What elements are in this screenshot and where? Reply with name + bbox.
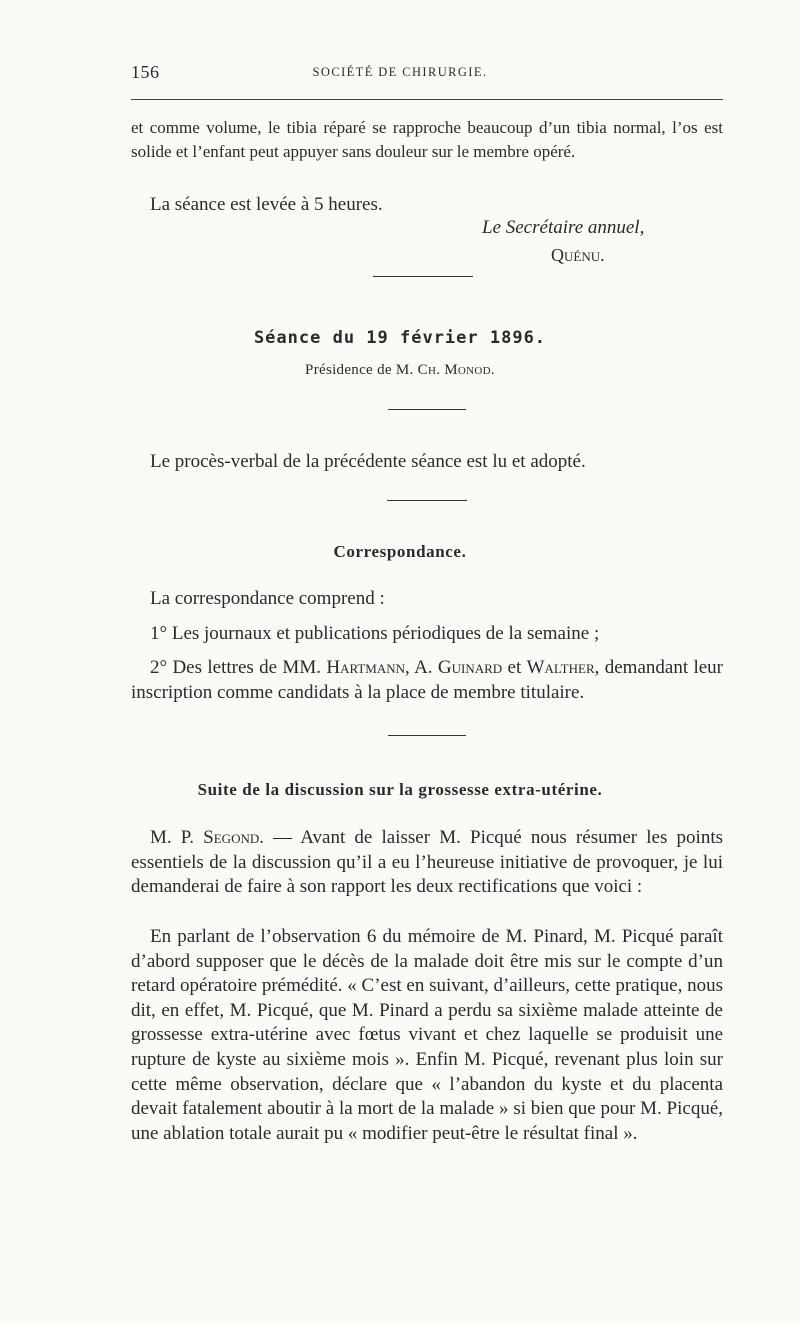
speaker-name: Segond. bbox=[203, 827, 264, 848]
session-title: Séance du 19 février 1896. bbox=[253, 328, 547, 348]
correspondance-heading: Correspondance. bbox=[333, 542, 467, 561]
item2-rest: demandant leur inscription comme candidats à la place de membre titulaire. bbox=[131, 657, 723, 703]
page-number: 156 bbox=[131, 62, 160, 82]
signature-role: Le Secrétaire annuel, bbox=[482, 217, 645, 238]
correspondance-item-1: 1° Les journaux et publications périodiques de la semaine ; bbox=[150, 623, 600, 644]
correspondance-intro: La correspondance comprend : bbox=[150, 588, 385, 609]
running-title: SOCIÉTÉ DE CHIRURGIE. bbox=[312, 65, 488, 79]
presidence-label: Présidence de M. bbox=[305, 362, 414, 378]
divider-rule bbox=[373, 276, 473, 277]
presidence-line bbox=[0, 362, 800, 379]
top-paragraph: et comme volume, le tibia réparé se rapproche beaucoup d’un tibia normal, l’os est solide et l’enfant peut appuyer sans douleur sur le membre opéré. bbox=[131, 118, 723, 161]
discussion-paragraph-2: En parlant de l’observation 6 du mémoire de M. Pinard, M. Picqué paraît d’abord supposer que le décès de la malade doit être mis sur le compte d’un retard opératoire prémédité. « C’est en suivant, d’ailleurs, cette pratique, nous dit, en effet, M. Picqué, que M. Pinard a perdu sa sixième malade atteinte de grossesse extra-utérine avec fœtus vivant et chez laquelle se produisit une rupture de kyste au sixième mois ». Enfin M. Picqué, revenant plus loin sur cette même observation, déclare que « l’abandon du kyste et du placenta devait fatalement aboutir à la mort de la malade » si bien que pour M. Picqué, une ablation totale aurait pu « modifier peut-être le résultat final ». bbox=[131, 926, 723, 1144]
proces-verbal: Le procès-verbal de la précédente séance est lu et adopté. bbox=[150, 451, 586, 472]
discussion-paragraph-1 bbox=[131, 826, 723, 900]
discussion-heading: Suite de la discussion sur la grossesse extra-utérine. bbox=[197, 780, 603, 799]
item2-prefix: 2° Des lettres de MM. bbox=[150, 657, 321, 678]
speaker-prefix: M. P. bbox=[150, 827, 195, 848]
item2-and: et bbox=[507, 657, 522, 678]
correspondance-item-2 bbox=[131, 655, 723, 705]
discussion-text-1: — Avant de laisser M. Picqué nous résumer les points essentiels de la discussion qu’il a eu l’heureuse initiative de provoquer, je lui demanderai de faire à son rapport les deux rectifications que voici : bbox=[131, 827, 723, 897]
closing-line: La séance est levée à 5 heures. bbox=[150, 194, 383, 215]
signature-name: Quénu. bbox=[551, 245, 605, 265]
header-rule bbox=[131, 99, 723, 100]
item2-names: Hartmann, A. Guinard bbox=[326, 657, 503, 678]
divider-rule bbox=[387, 500, 467, 501]
president-name: Ch. Monod. bbox=[417, 362, 495, 378]
divider-rule bbox=[388, 735, 466, 736]
item2-name-last: Walther, bbox=[526, 657, 600, 678]
divider-rule bbox=[388, 409, 466, 410]
